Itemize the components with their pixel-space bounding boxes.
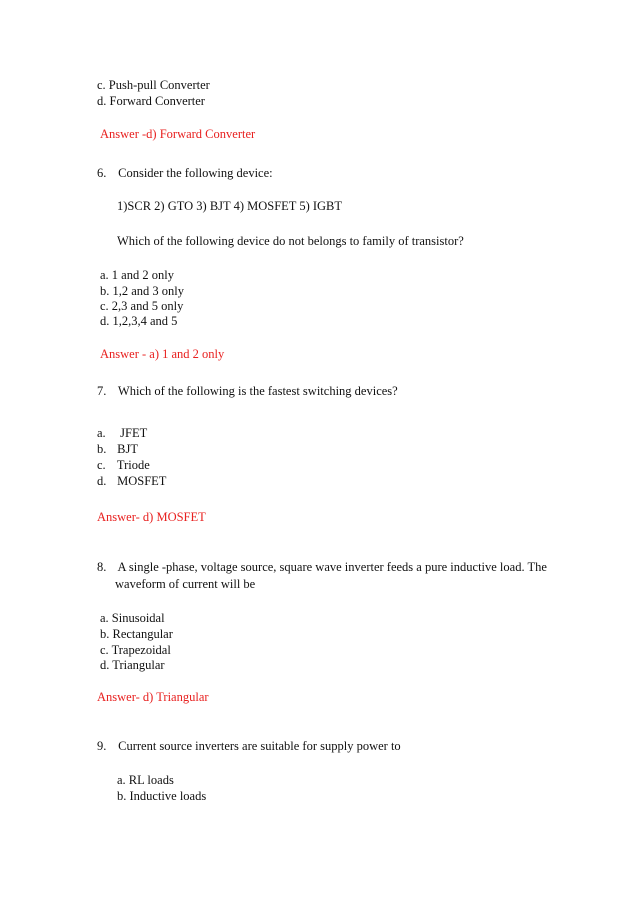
- q5-option-d: d. Forward Converter: [97, 94, 205, 108]
- q6-option-a: a. 1 and 2 only: [100, 268, 174, 282]
- q6-question: [97, 165, 273, 181]
- q6-number: 6.: [97, 166, 107, 180]
- q7-text: Which of the following is the fastest switching devices?: [117, 384, 398, 398]
- q7-option-b-letter: b.: [97, 442, 107, 456]
- q7-option-a-text: JFET: [120, 426, 148, 440]
- q9-text: Current source inverters are suitable for supply power to: [118, 739, 401, 753]
- q9-question: [97, 738, 401, 754]
- q8-number: 8.: [97, 560, 107, 574]
- q7-option-d: [97, 473, 166, 489]
- q7-option-b: [97, 441, 138, 457]
- q7-option-d-text: MOSFET: [117, 474, 167, 488]
- q6-devices: 1)SCR 2) GTO 3) BJT 4) MOSFET 5) IGBT: [117, 199, 343, 213]
- q7-option-c: [97, 457, 150, 473]
- q8-question-line1: [97, 559, 547, 575]
- q7-option-d-letter: d.: [97, 474, 107, 488]
- q8-answer: Answer- d) Triangular: [97, 690, 209, 704]
- q8-option-d: d. Triangular: [100, 658, 165, 672]
- q7-question: [97, 383, 398, 399]
- q7-option-a-letter: a.: [97, 426, 106, 440]
- q8-option-a: a. Sinusoidal: [100, 611, 165, 625]
- q7-number: 7.: [97, 384, 107, 398]
- q9-option-b: b. Inductive loads: [117, 789, 207, 803]
- q8-question-line2: waveform of current will be: [115, 577, 256, 591]
- q7-option-a: [97, 425, 147, 441]
- q6-subquestion: Which of the following device do not belongs to family of transistor?: [117, 234, 464, 248]
- q9-option-a: a. RL loads: [117, 773, 174, 787]
- q6-answer: Answer - a) 1 and 2 only: [100, 347, 225, 361]
- q6-text: Consider the following device:: [118, 166, 273, 180]
- q7-option-c-letter: c.: [97, 458, 106, 472]
- q8-text-line1: A single -phase, voltage source, square wave inverter feeds a pure inductive load. The: [117, 560, 547, 574]
- q5-answer: Answer -d) Forward Converter: [100, 127, 256, 141]
- q7-option-c-text: Triode: [116, 458, 150, 472]
- q5-option-c: c. Push-pull Converter: [97, 78, 210, 92]
- q7-answer: Answer- d) MOSFET: [97, 510, 206, 524]
- q7-option-b-text: BJT: [117, 442, 138, 456]
- q6-option-b: b. 1,2 and 3 only: [100, 284, 185, 298]
- q6-option-c: c. 2,3 and 5 only: [100, 299, 184, 313]
- q6-option-d: d. 1,2,3,4 and 5: [100, 314, 178, 328]
- q8-option-b: b. Rectangular: [100, 627, 173, 641]
- q8-option-c: c. Trapezoidal: [100, 643, 171, 657]
- q9-number: 9.: [97, 739, 107, 753]
